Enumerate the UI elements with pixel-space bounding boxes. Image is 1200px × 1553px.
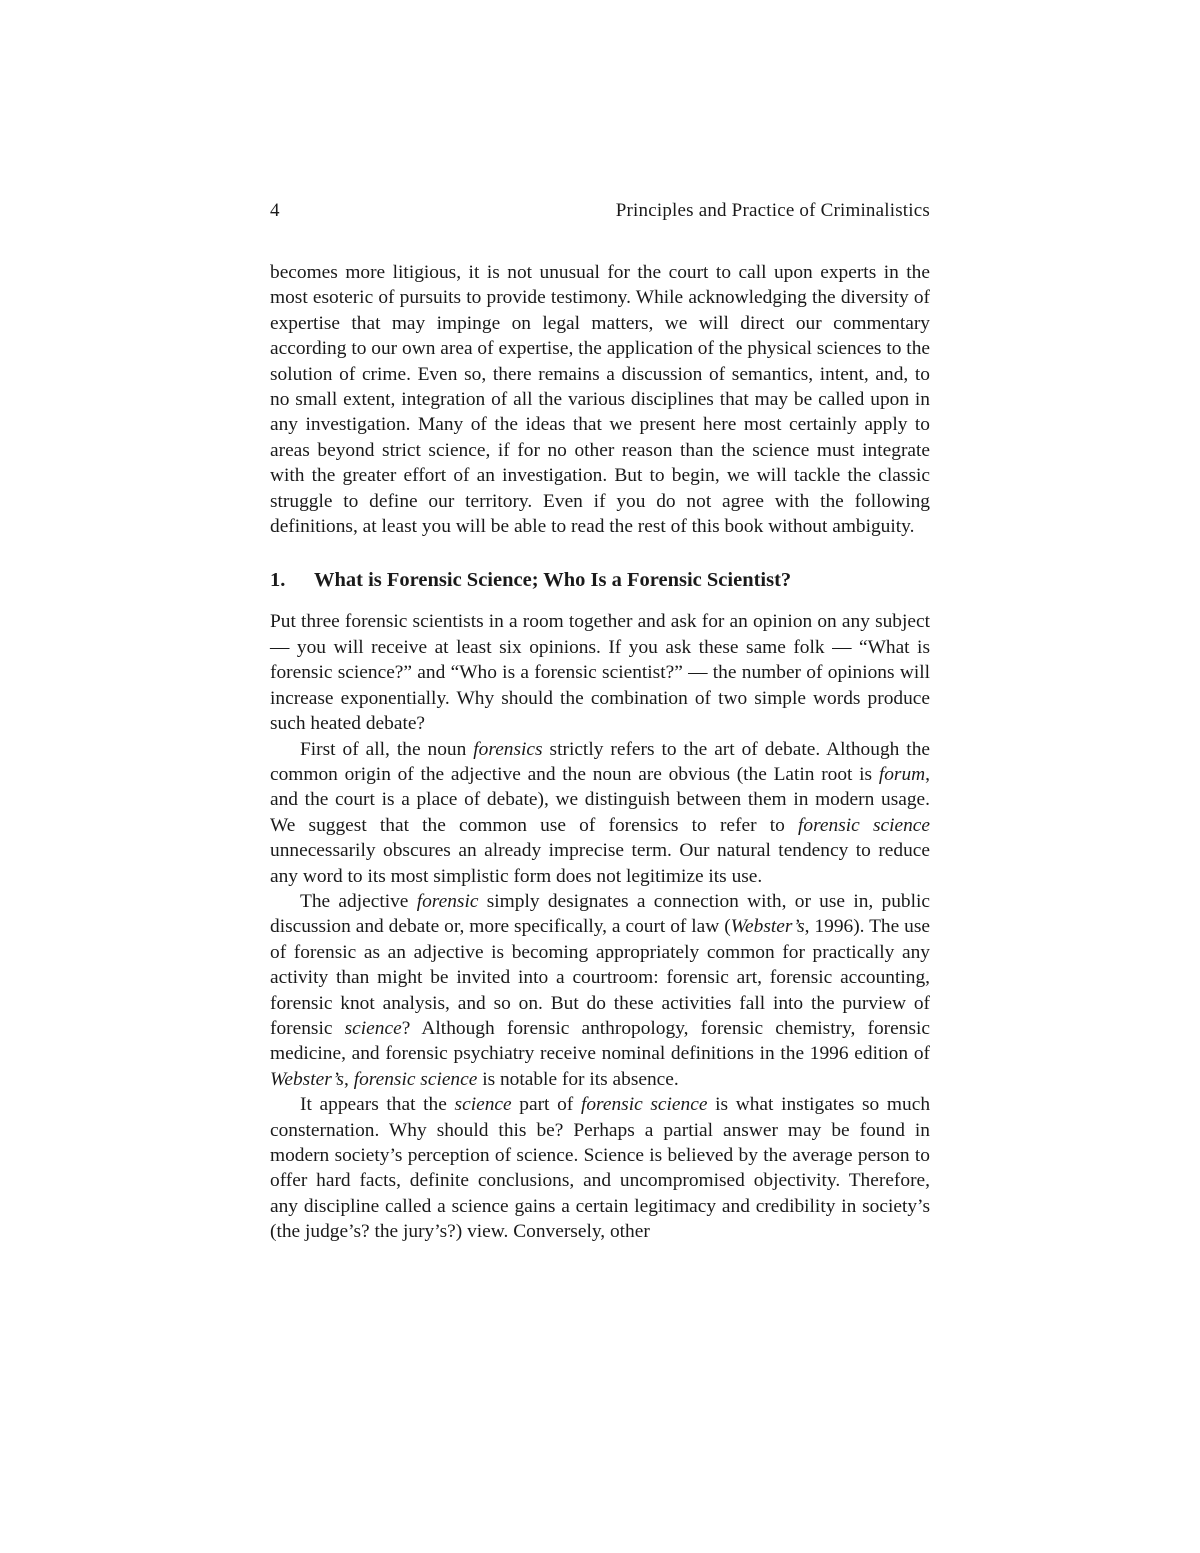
text-run: First of all, the noun — [300, 738, 474, 760]
paragraph-3 — [270, 889, 930, 1092]
text-run: simply designates a connection with, or use in, public discussion and debate or, more specifically, a court of law ( — [270, 890, 930, 938]
paragraph-2 — [270, 737, 930, 889]
body-text — [270, 260, 930, 1245]
section-title: What is Forensic Science; Who Is a Forensic Scientist? — [314, 569, 792, 592]
running-head — [270, 200, 930, 222]
page-number: 4 — [270, 200, 280, 221]
text-run: , 1996). The use of forensic as an adjective is becoming appropriately common for practically any activity than might be invited into a courtroom: forensic art, forensic accounting, forensic knot analysis, and so on. But do these activities fall into the purview of forensic — [270, 916, 930, 1039]
italic-term: forensic science — [798, 814, 930, 836]
running-title: Principles and Practice of Criminalistics — [615, 200, 930, 221]
section-heading — [270, 567, 930, 593]
text-run: is what instigates so much consternation. Why should this be? Perhaps a partial answer may be found in modern society’s perception of science. Science is believed by the average person to offer hard facts, definite conclusions, and uncompromised objectivity. Therefore, any discipline called a science gains a certain legitimacy and credibility in society’s (the judge’s? the jury’s?) view. Conversely, other — [270, 1094, 931, 1243]
italic-term: forensic science — [580, 1094, 708, 1116]
italic-term: forensics — [473, 738, 543, 760]
text-run: ? Although forensic anthropology, forensic chemistry, forensic medicine, and forensic psychiatry receive nominal definitions in the 1996 edition of — [270, 1017, 930, 1065]
italic-citation: Webster’s — [730, 916, 805, 938]
text-run: The adjective — [300, 890, 417, 912]
book-page — [270, 200, 930, 1245]
text-run: is notable for its absence. — [477, 1068, 679, 1090]
text-run: It appears that the — [300, 1094, 455, 1116]
paragraph-1: Put three forensic scientists in a room together and ask for an opinion on any subject — you will receive at least six opinions. If you ask these same folk — “What is forensic science?” and “Who is a forensic scientist?” — the number of opinions will increase exponentially. Why should the combination of two simple words produce such heated debate? — [270, 611, 930, 735]
text-run: strictly refers to the art of debate. Although the common origin of the adjective and the noun are obvious (the Latin root is — [270, 738, 931, 785]
text-run: part of — [511, 1094, 581, 1116]
text-run: , and the court is a place of debate), we distinguish between them in modern usage. We suggest that the common use of forensics to refer to — [270, 763, 930, 836]
section-number: 1. — [270, 569, 286, 592]
italic-citation: Webster’s — [270, 1068, 344, 1090]
italic-term: forensic — [416, 890, 479, 912]
italic-term: science — [454, 1094, 512, 1116]
italic-term: science — [344, 1017, 402, 1039]
italic-term: forensic science — [353, 1068, 478, 1090]
intro-paragraph: becomes more litigious, it is not unusual for the court to call upon experts in the most esoteric of pursuits to provide testimony. While acknowledging the diversity of expertise that may impinge on legal matters, we will direct our commentary according to our own area of expertise, the application of the physical sciences to the solution of crime. Even so, there remains a discussion of semantics, intent, and, to no small extent, integration of all the various disciplines that may be called upon in any investigation. Many of the ideas that we present here most certainly apply to areas beyond strict science, if for no other reason than the science must integrate with the greater effort of an investigation. But to begin, we will tackle the classic struggle to define our territory. Even if you do not agree with the following definitions, at least you will be able to read the rest of this book without ambiguity. — [270, 262, 930, 538]
paragraph-4 — [270, 1092, 930, 1244]
italic-term: forum — [878, 763, 926, 785]
text-run: , — [343, 1068, 354, 1090]
text-run: unnecessarily obscures an already imprecise term. Our natural tendency to reduce any word to its most simplistic form does not legitimize its use. — [270, 840, 930, 887]
